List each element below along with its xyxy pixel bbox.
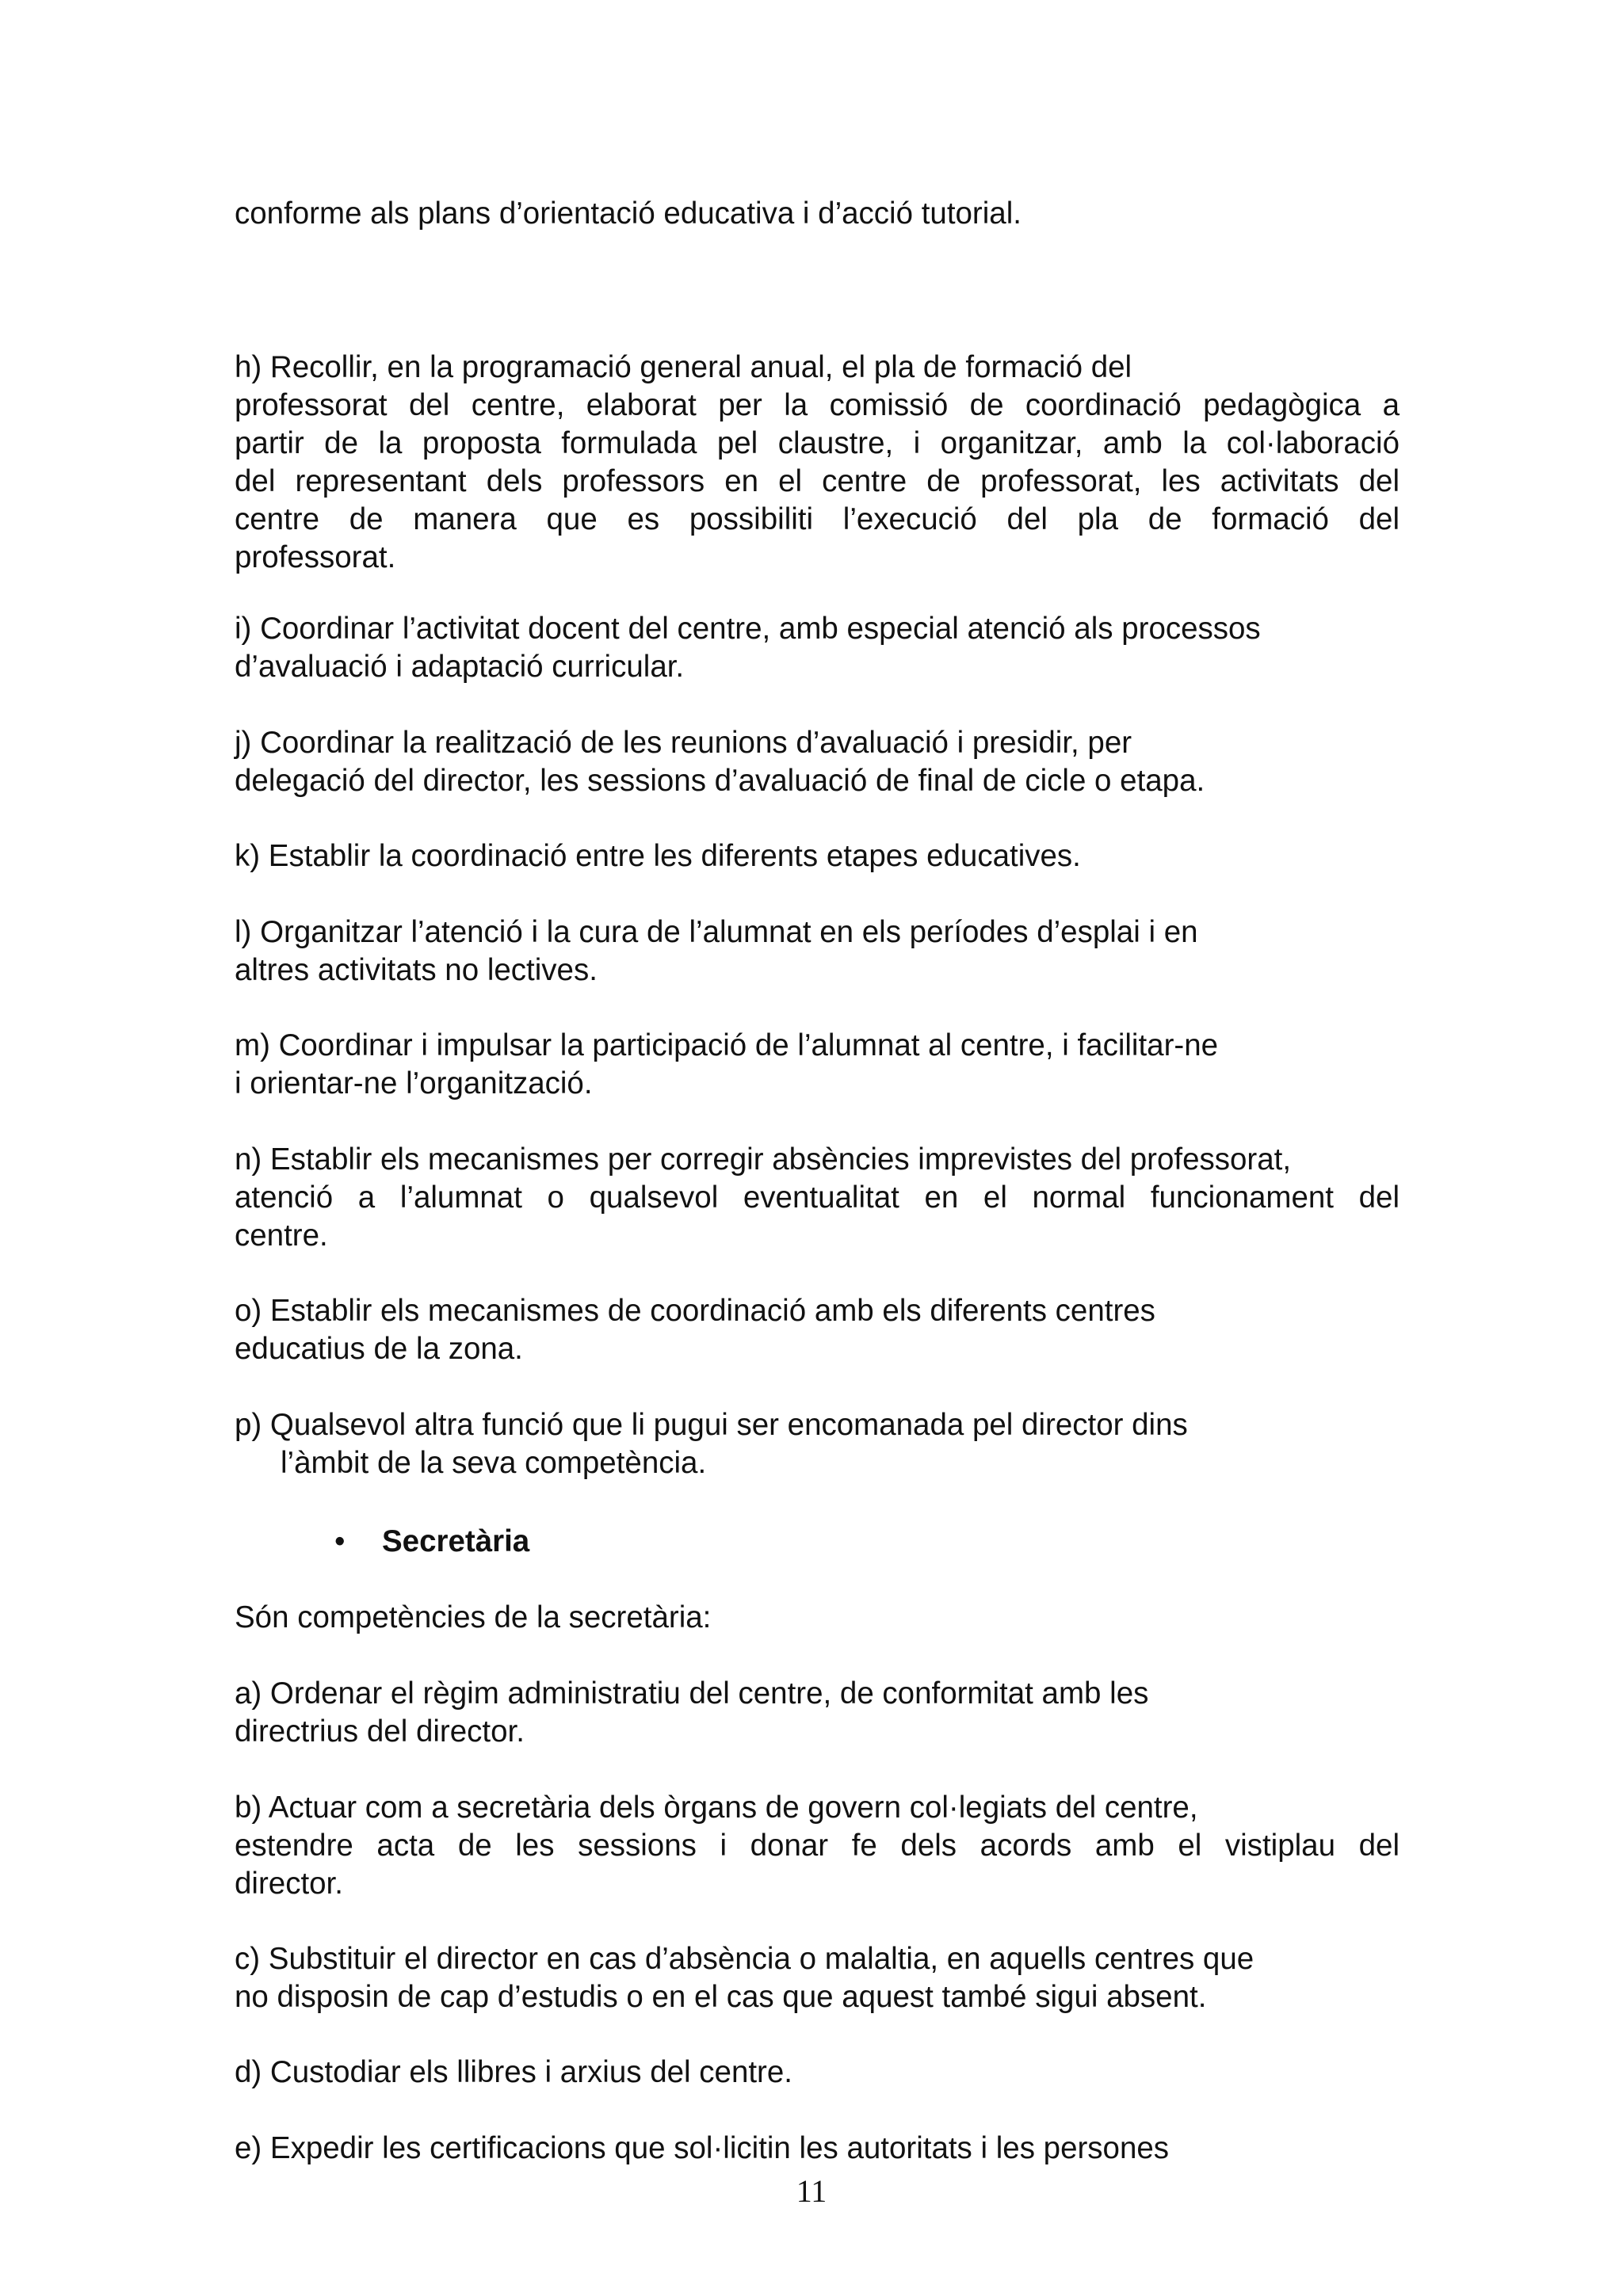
text-line: d’avaluació i adaptació curricular. [235,650,685,684]
item-o [235,1292,1400,1368]
text-line: atenció a l’alumnat o qualsevol eventualitat en el normal funcionament del [235,1180,1400,1215]
text-line: d) Custodiar els llibres i arxius del centre. [235,2055,792,2089]
text-line: del representant dels professors en el centre de professorat, les activitats del [235,464,1400,498]
text-line: director. [235,1867,343,1901]
text-line: professorat del centre, elaborat per la comissió de coordinació pedagògica a [235,388,1400,422]
text-line: altres activitats no lectives. [235,953,598,987]
item-j [235,724,1400,800]
page-number: 11 [796,2173,827,2209]
text-line: conforme als plans d’orientació educativa i d’acció tutorial. [235,196,1022,231]
text-line: centre. [235,1219,328,1253]
text-line: i orientar-ne l’organització. [235,1066,593,1100]
item-p [235,1406,1400,1482]
text-line: p) Qualsevol altra funció que li pugui ser encomanada pel director dins [235,1408,1188,1442]
item-n [235,1141,1400,1255]
item-m [235,1027,1400,1103]
text-line: no disposin de cap d’estudis o en el cas que aquest també sigui absent. [235,1980,1207,2014]
item-a [235,1675,1400,1751]
text-line: e) Expedir les certificacions que sol·licitin les autoritats i les persones [235,2131,1170,2165]
text-line: a) Ordenar el règim administratiu del centre, de conformitat amb les [235,1676,1149,1711]
text-line: professorat. [235,540,396,574]
item-h [235,349,1400,577]
text-line: centre de manera que es possibiliti l’execució del pla de formació del [235,502,1400,536]
text-line: k) Establir la coordinació entre les diferents etapes educatives. [235,839,1081,873]
text-line: c) Substituir el director en cas d’absència o malaltia, en aquells centres que [235,1942,1254,1976]
text-line: Són competències de la secretària: [235,1600,712,1634]
text-line: l) Organitzar l’atenció i la cura de l’alumnat en els períodes d’esplai i en [235,915,1198,949]
item-c [235,1940,1400,2016]
text-line: b) Actuar com a secretària dels òrgans de govern col·legiats del centre, [235,1791,1198,1825]
text-line: n) Establir els mecanismes per corregir absències imprevistes del professorat, [235,1142,1292,1177]
text-line: delegació del director, les sessions d’avaluació de final de cicle o etapa. [235,764,1205,798]
text-line: partir de la proposta formulada pel claustre, i organitzar, amb la col·laboració [235,426,1400,460]
text-line: m) Coordinar i impulsar la participació de l’alumnat al centre, i facilitar-ne [235,1028,1219,1062]
text-line: o) Establir els mecanismes de coordinació amb els diferents centres [235,1294,1155,1328]
item-e [235,2130,1400,2168]
text-line: j) Coordinar la realització de les reunions d’avaluació i presidir, per [235,726,1132,760]
text-line: h) Recollir, en la programació general anual, el pla de formació del [235,350,1132,384]
text-line: educatius de la zona. [235,1332,523,1366]
item-i [235,610,1400,686]
item-k [235,837,1400,875]
item-b [235,1789,1400,1903]
section-title: Secretària [382,1524,530,1558]
text-line: l’àmbit de la seva competència. [281,1446,707,1480]
item-d [235,2054,1400,2092]
top-line [235,195,1400,233]
text-line: directrius del director. [235,1714,525,1749]
item-l [235,913,1400,990]
section-intro [235,1599,1400,1637]
text-line: i) Coordinar l’activitat docent del centre, amb especial atenció als processos [235,612,1261,646]
bullet-icon: • [334,1524,346,1558]
text-line: estendre acta de les sessions i donar fe dels acords amb el vistiplau del [235,1829,1400,1863]
